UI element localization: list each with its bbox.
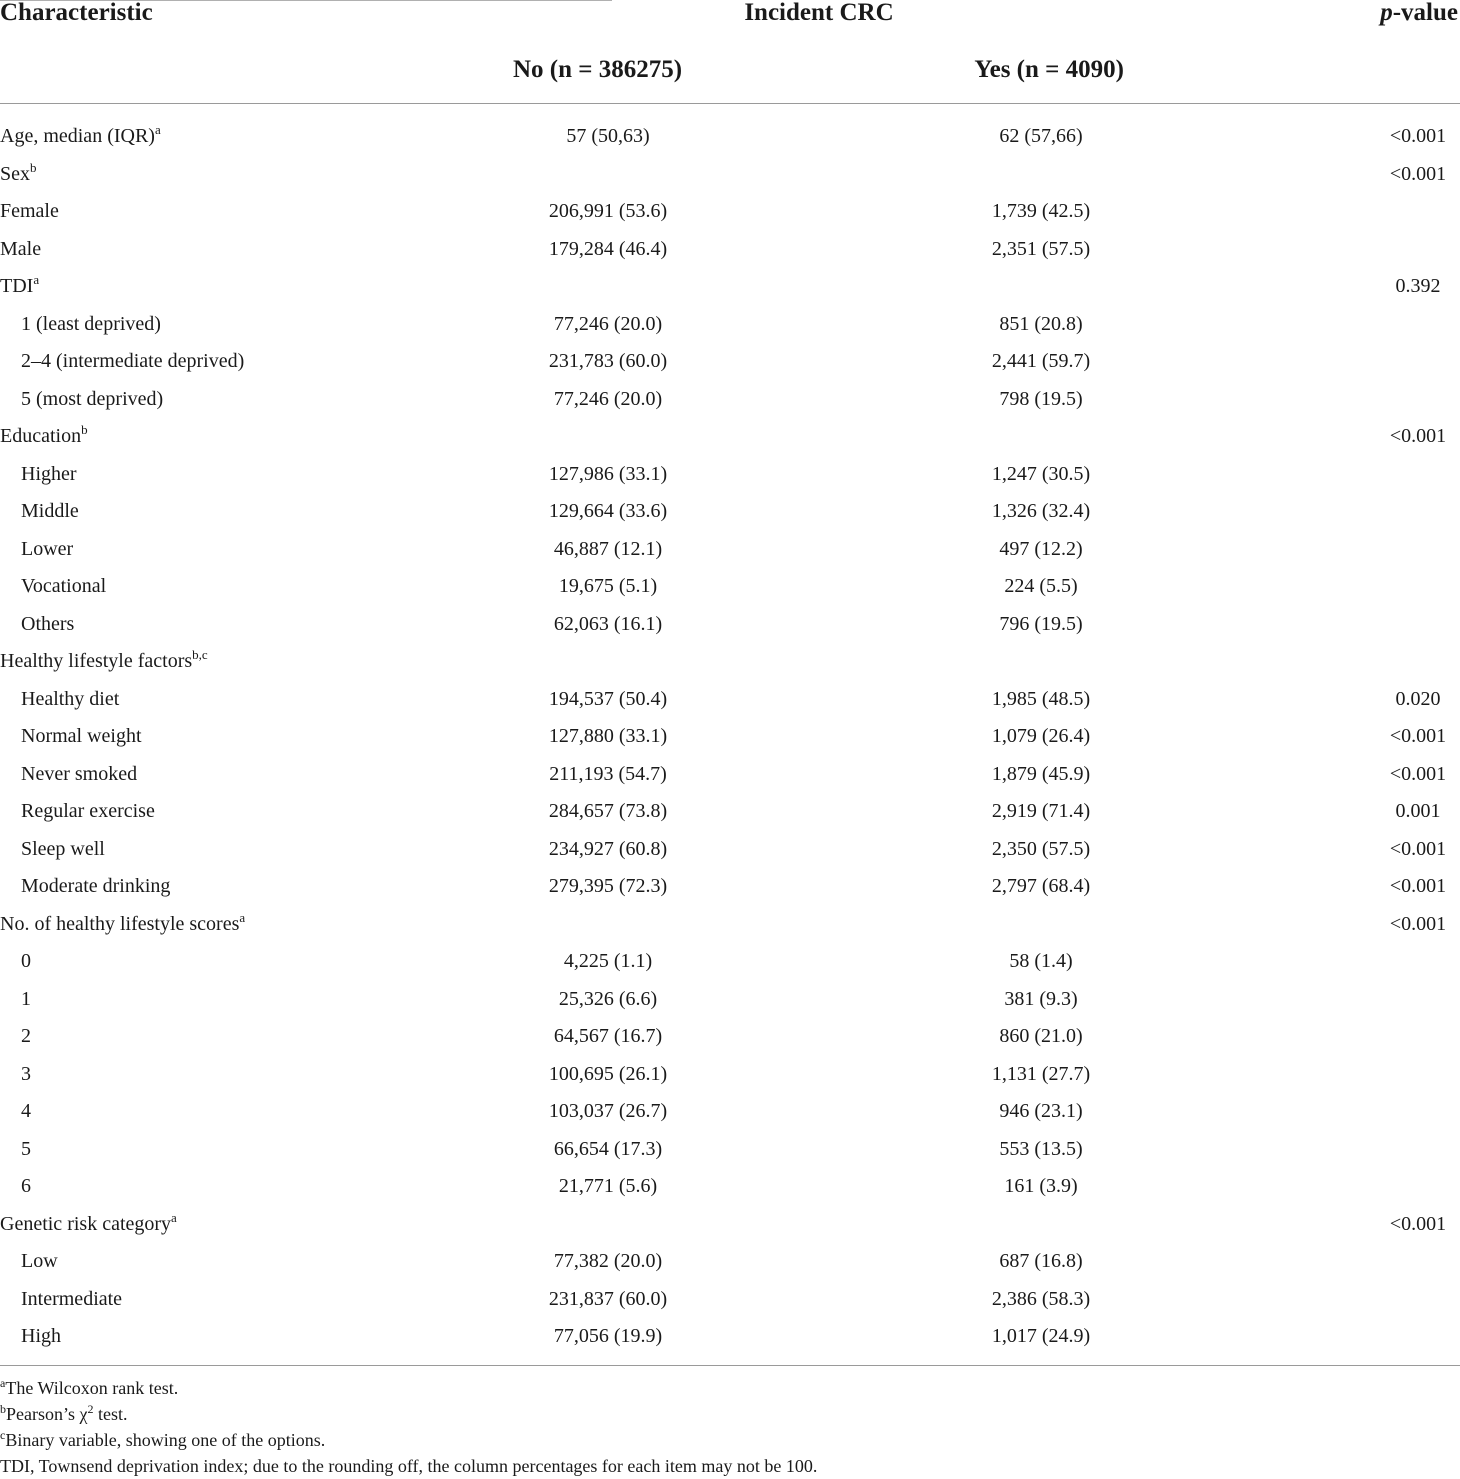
table-row [0,118,1460,156]
row-label [21,1318,61,1356]
column-header-yes: Yes (n = 4090) [974,56,1124,83]
cell-yes: 946 (23.1) [999,1100,1083,1122]
row-label-text: Moderate drinking [21,875,171,897]
row-label-text: 2 [21,1025,31,1047]
footnote-mark: c [0,1427,6,1442]
table-row [0,531,1460,569]
row-label-text: Sleep well [21,837,105,860]
cell-no: 62,063 (16.1) [553,612,663,635]
row-label [21,1168,31,1206]
row-label [21,943,31,981]
cell-yes: 2,797 (68.4) [991,875,1091,897]
table-row [0,906,1460,944]
table-row [0,456,1460,494]
table-row [0,793,1460,831]
row-label-text: Healthy diet [21,687,120,710]
p-value-suffix: -value [1392,0,1458,26]
table-row [0,381,1460,419]
cell-no: 100,695 (26.1) [548,1062,668,1085]
table-row [0,943,1460,981]
cell-no: 211,193 (54.7) [549,762,667,785]
row-label [21,343,244,381]
row-label [21,1281,122,1319]
row-label-text: TDI [0,275,34,297]
row-label [0,643,208,681]
row-label [21,718,142,756]
cell-no: 57 (50,63) [566,125,650,147]
cell-no: 127,880 (33.1) [548,725,668,747]
row-label-text: 1 (least deprived) [21,312,161,335]
cell-no: 103,037 (26.7) [548,1100,668,1122]
row-label [21,606,74,644]
cell-p-value: 0.392 [1395,275,1441,297]
cell-p-value: <0.001 [1389,162,1447,185]
cell-p-value: <0.001 [1389,875,1447,897]
table-row [0,343,1460,381]
table-row [0,831,1460,869]
row-label [0,906,245,944]
row-label-text: Intermediate [21,1287,123,1310]
row-label [21,1018,31,1056]
row-label [0,418,88,456]
row-label [0,231,41,269]
table-row [0,1131,1460,1169]
row-label-text: Healthy lifestyle factors [0,650,193,672]
row-label-text: Genetic risk category [0,1212,172,1235]
chi-exponent: 2 [87,1401,94,1416]
cell-yes: 796 (19.5) [999,612,1083,635]
cell-no: 19,675 (5.1) [558,575,658,597]
footnote-c [0,1427,817,1453]
row-label [21,1131,31,1169]
column-header-no: No (n = 386275) [513,56,683,83]
footnote-ref: a [33,272,40,288]
cell-no: 4,225 (1.1) [563,950,653,972]
cell-no: 64,567 (16.7) [553,1025,663,1047]
cell-no: 127,986 (33.1) [548,462,668,485]
table-row [0,1206,1460,1244]
p-value-italic-p: p [1380,0,1393,26]
cell-p-value: 0.020 [1395,687,1441,710]
row-label [21,381,163,419]
row-label-text: Higher [21,462,77,485]
row-label [21,531,73,569]
column-group-header-incident-crc: Incident CRC [744,0,894,26]
cell-p-value: <0.001 [1389,762,1447,785]
row-label-text: Male [0,237,42,260]
footnote-b [0,1401,817,1427]
row-label [21,456,77,494]
row-label [21,1056,31,1094]
row-label [21,831,105,869]
footnote-ref: a [154,122,161,138]
cell-no: 77,246 (20.0) [553,387,663,410]
table-row [0,718,1460,756]
row-label-text: 2–4 (intermediate deprived) [21,350,245,372]
cell-yes: 1,247 (30.5) [991,462,1091,485]
cell-no: 231,837 (60.0) [548,1287,668,1310]
cell-yes: 851 (20.8) [999,312,1083,335]
cell-no: 234,927 (60.8) [548,837,668,860]
table-row [0,231,1460,269]
footnote-ref: a [239,909,246,925]
cell-yes: 224 (5.5) [1004,575,1078,597]
row-label-text: Female [0,200,59,222]
cell-yes: 2,441 (59.7) [991,350,1091,372]
row-label-text: 0 [21,950,31,972]
cell-p-value: 0.001 [1395,800,1441,822]
table-row [0,1281,1460,1319]
footer-rule [0,1365,1460,1366]
table-row [0,418,1460,456]
cell-yes: 2,919 (71.4) [991,800,1091,822]
column-header-characteristic: Characteristic [0,0,153,26]
column-header-p-value [1380,0,1458,25]
cell-p-value: <0.001 [1389,912,1447,935]
table-row [0,1018,1460,1056]
cell-yes: 1,879 (45.9) [991,762,1091,785]
row-label [21,306,161,344]
cell-p-value: <0.001 [1389,425,1447,447]
cell-no: 231,783 (60.0) [548,350,668,372]
row-label-text: Sex [0,162,30,185]
footnote-a [0,1375,817,1401]
cell-no: 77,246 (20.0) [553,312,663,335]
cell-no: 77,056 (19.9) [553,1325,663,1347]
row-label-text: Regular exercise [21,800,155,822]
row-label [21,756,137,794]
cell-yes: 860 (21.0) [999,1025,1083,1047]
cell-no: 21,771 (5.6) [558,1175,658,1197]
cell-yes: 58 (1.4) [1009,950,1073,972]
row-label-text: Vocational [21,575,107,597]
row-label [0,156,37,194]
footnote-tdi [0,1453,817,1479]
cell-no: 284,657 (73.8) [548,800,668,822]
footnote-text: Pearson’s [6,1404,80,1424]
cell-yes: 1,739 (42.5) [991,200,1091,222]
cell-yes: 161 (3.9) [1004,1175,1078,1197]
cell-yes: 2,350 (57.5) [991,837,1091,860]
table-row [0,193,1460,231]
cell-no: 129,664 (33.6) [548,500,668,522]
row-label [21,793,155,831]
cell-no: 279,395 (72.3) [548,875,668,897]
table-row [0,1318,1460,1356]
cell-p-value: <0.001 [1389,837,1447,860]
row-label-text: Low [21,1250,58,1272]
row-label [21,568,106,606]
row-label-text: High [21,1325,61,1347]
row-label [0,118,161,156]
footnote-ref: a [171,1209,177,1225]
row-label-text: Lower [21,537,74,560]
row-label-text: 5 [21,1137,31,1160]
row-label [21,981,31,1019]
row-label-text: Others [21,612,75,635]
cell-yes: 687 (16.8) [999,1250,1083,1272]
cell-yes: 1,079 (26.4) [991,725,1091,747]
row-label [21,1243,58,1281]
cell-yes: 1,017 (24.9) [991,1325,1091,1347]
cell-p-value: <0.001 [1389,125,1447,147]
row-label-text: Never smoked [21,762,138,785]
table-row [0,1056,1460,1094]
table-row [0,868,1460,906]
table-body [0,118,1460,1356]
row-label-text: No. of healthy lifestyle scores [0,912,240,935]
header-rule [0,103,1460,104]
footnote-ref: b [81,422,88,438]
row-label [21,868,170,906]
table-row [0,568,1460,606]
table-row [0,1243,1460,1281]
row-label-text: Education [0,425,82,447]
table-row [0,606,1460,644]
cell-no: 25,326 (6.6) [558,987,658,1010]
row-label-text: 5 (most deprived) [21,387,164,410]
row-label-text: 6 [21,1175,31,1197]
cell-no: 46,887 (12.1) [553,537,663,560]
row-label-text: 1 [21,987,31,1010]
table-row [0,156,1460,194]
table-footnotes [0,1375,817,1479]
cell-yes: 1,985 (48.5) [991,687,1091,710]
row-label [21,1093,31,1131]
footnote-ref: b,c [192,647,208,663]
cell-yes: 381 (9.3) [1004,987,1078,1010]
row-label [0,268,39,306]
row-label-text: Age, median (IQR) [0,125,155,147]
cell-yes: 1,326 (32.4) [991,500,1091,522]
cell-no: 179,284 (46.4) [548,237,668,260]
row-label-text: 3 [21,1062,31,1085]
table-row [0,643,1460,681]
cell-no: 77,382 (20.0) [553,1250,663,1272]
table-row [0,1168,1460,1206]
table-row [0,1093,1460,1131]
cell-yes: 62 (57,66) [999,125,1083,147]
row-label [21,681,119,719]
table-row [0,306,1460,344]
table-row [0,756,1460,794]
cell-no: 66,654 (17.3) [553,1137,663,1160]
cell-yes: 1,131 (27.7) [991,1062,1091,1085]
table-row [0,981,1460,1019]
cell-yes: 2,351 (57.5) [991,237,1091,260]
cell-p-value: <0.001 [1389,725,1447,747]
table-row [0,493,1460,531]
footnote-text: TDI, Townsend deprivation index; due to the rounding off, the column percentages for each item may not be 100. [0,1456,818,1476]
footnote-mark: a [0,1375,6,1390]
row-label [0,1206,177,1244]
cell-p-value: <0.001 [1389,1212,1447,1235]
chi-symbol: χ [79,1404,88,1424]
cell-no: 206,991 (53.6) [548,200,668,222]
cell-no: 194,537 (50.4) [548,687,668,710]
row-label-text: Normal weight [21,725,142,747]
footnote-text: The Wilcoxon rank test. [5,1378,179,1398]
cell-yes: 2,386 (58.3) [991,1287,1091,1310]
table-row [0,268,1460,306]
row-label [21,493,79,531]
table-row [0,681,1460,719]
footnote-mark: b [0,1401,6,1416]
cell-yes: 553 (13.5) [999,1137,1083,1160]
cell-yes: 497 (12.2) [999,537,1083,560]
footnote-text: Binary variable, showing one of the options. [5,1430,326,1450]
cell-yes: 798 (19.5) [999,387,1083,410]
row-label-text: 4 [21,1100,31,1122]
row-label-text: Middle [21,500,79,522]
footnote-ref: b [30,159,37,175]
row-label [0,193,59,231]
footnote-text: test. [93,1404,128,1424]
